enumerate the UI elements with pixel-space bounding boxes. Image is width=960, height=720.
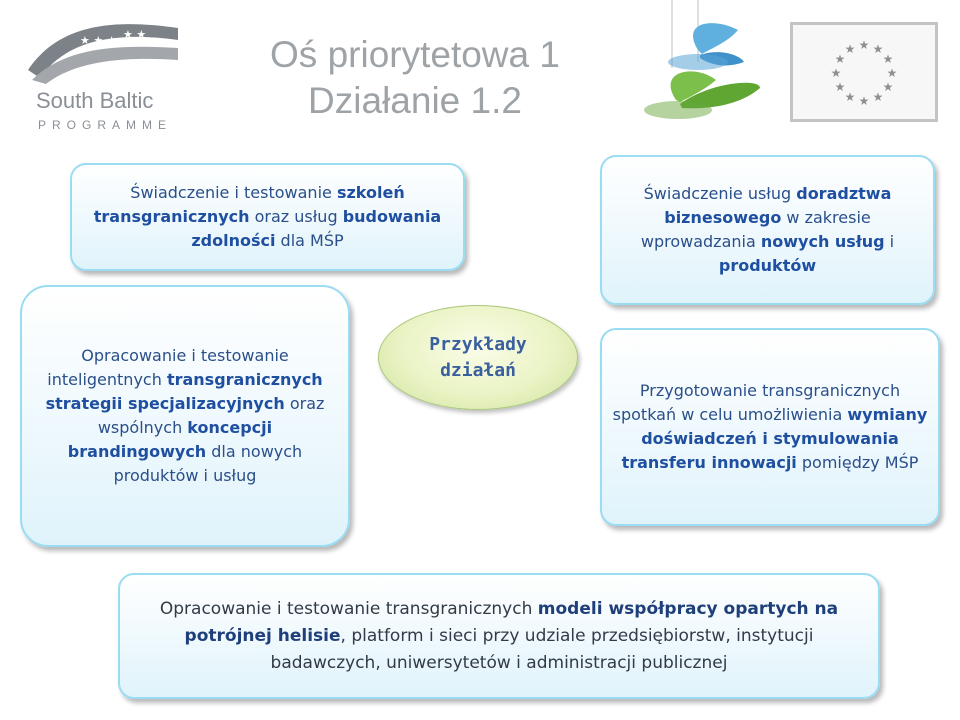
svg-text:★: ★ [844,90,856,104]
svg-text:★: ★ [858,38,870,52]
bold-phrase: wymiany doświadczeń i stymulowania transferu innowacji [621,405,928,472]
svg-text:★: ★ [872,42,884,56]
bold-phrase: nowych usług [760,232,885,251]
svg-text:★: ★ [834,52,846,66]
center-line-2: działań [440,359,516,381]
bold-phrase: doradztwa biznesowego [664,184,892,227]
south-baltic-logo [20,18,185,133]
bold-phrase: transgranicznych strategii specjalizacyjnych [45,370,323,413]
svg-text:★: ★ [882,80,894,94]
svg-text:★: ★ [872,90,884,104]
title-line-1: Oś priorytetowa 1 [270,34,560,75]
bold-phrase: koncepcji brandingowych [67,418,273,461]
eu-flag [790,22,938,122]
svg-text:★: ★ [886,66,898,80]
bold-phrase: modeli współpracy opartych na potrójnej helisie [184,598,839,646]
page-title [230,32,600,124]
logo-name: South Baltic [36,88,154,113]
bold-phrase: szkoleń transgranicznych [93,183,405,226]
svg-text:★ ★: ★ ★ [123,28,147,41]
center-ellipse [378,305,578,410]
svg-text:★: ★ [830,66,842,80]
logo-subtitle: PROGRAMME [38,118,173,132]
activity-text-meetings: Przygotowanie transgranicznych spotkań w celu umożliwienia wymiany doświadczeń i stymulowania transferu innowacji pomiędzy MŚP [612,381,928,472]
svg-text:★: ★ [844,42,856,56]
activity-box-cooperation-models [118,573,880,699]
activity-box-meetings [600,328,940,526]
svg-text:★: ★ [834,80,846,94]
center-line-1: Przykłady [429,333,527,355]
activity-text-advisory: Świadczenie usług doradztwa biznesowego w zakresie wprowadzania nowych usług i produktów [640,184,895,275]
eu-stars-icon [793,25,935,119]
svg-text:★: ★ [858,94,870,108]
bold-phrase: budowania zdolności [191,207,442,250]
logo-waves-icon [28,18,178,86]
title-line-2: Działanie 1.2 [308,80,522,121]
activity-box-training [70,163,465,271]
activity-text-strategies: Opracowanie i testowanie inteligentnych transgranicznych strategii specjalizacyjnych oraz wspólnych koncepcji brandingowych dla nowych produktów i usług [45,346,325,485]
activity-text-cooperation-models: Opracowanie i testowanie transgranicznych modeli współpracy opartych na potrójnej helisie, platform i sieci przy udziale przedsiębiorstw, instytucji badawczych, uniwersytetów i administracji publicznej [159,598,839,673]
svg-text:★ ★ ★: ★ ★ ★ [80,34,117,47]
activity-box-advisory [600,155,935,305]
bold-phrase: produktów [718,256,817,275]
butterflies-illustration [620,0,770,150]
svg-text:★: ★ [882,52,894,66]
activity-box-strategies [20,285,350,547]
activity-text-training: Świadczenie i testowanie szkoleń transgranicznych oraz usług budowania zdolności dla MŚP [93,183,442,250]
